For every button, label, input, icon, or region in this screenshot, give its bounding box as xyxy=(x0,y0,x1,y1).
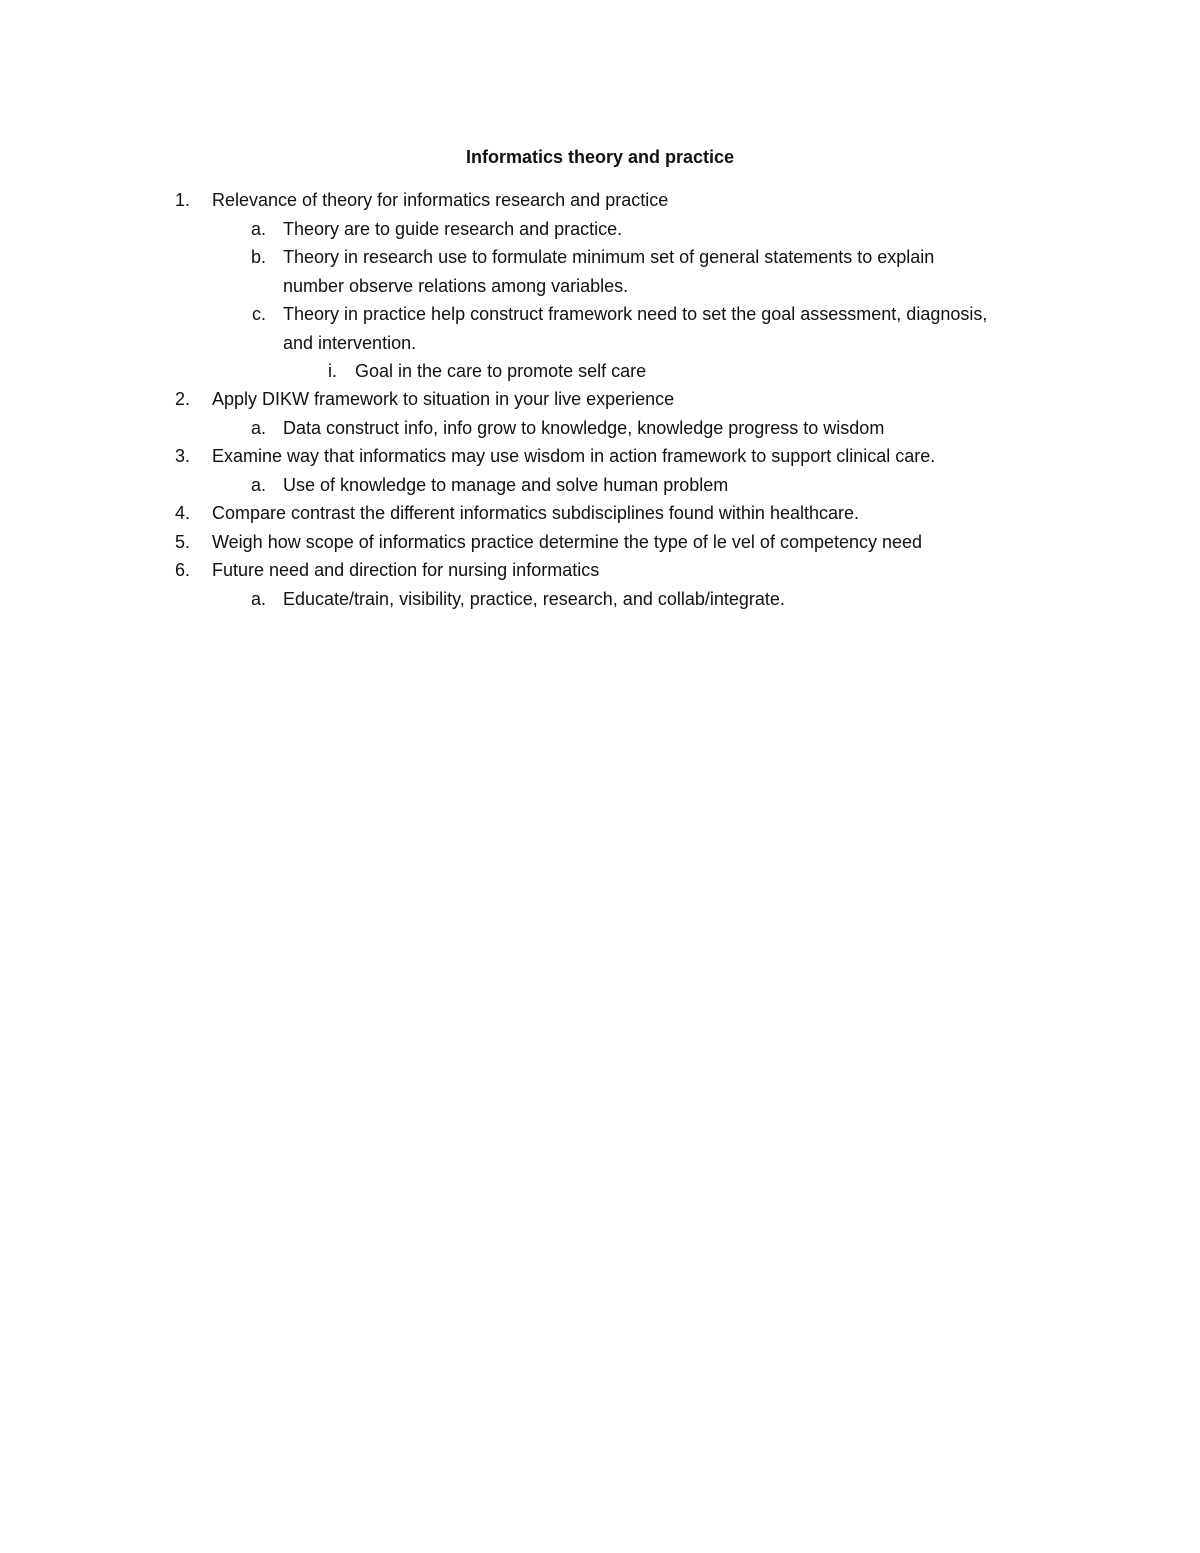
list-marker: 3. xyxy=(174,446,190,466)
list-item-text: Future need and direction for nursing informatics xyxy=(212,560,600,580)
list-marker: 1. xyxy=(174,190,190,210)
document-title: Informatics theory and practice xyxy=(465,147,735,167)
list-item-text: Apply DIKW framework to situation in your live experience xyxy=(212,389,675,409)
list-marker: 5. xyxy=(174,532,190,552)
list-item-text: Goal in the care to promote self care xyxy=(355,361,647,381)
list-item-text: Examine way that informatics may use wisdom in action framework to support clinical care. xyxy=(212,446,936,466)
list-marker: a. xyxy=(250,219,266,239)
list-item-text: Relevance of theory for informatics research and practice xyxy=(212,190,669,210)
list-marker: a. xyxy=(250,475,266,495)
list-item-text: Theory are to guide research and practice. xyxy=(283,219,623,239)
list-marker: a. xyxy=(250,589,266,609)
list-marker: 6. xyxy=(174,560,190,580)
list-item-text: Use of knowledge to manage and solve human problem xyxy=(283,475,729,495)
list-item-text: Weigh how scope of informatics practice determine the type of le vel of competency need xyxy=(212,532,923,552)
list-item-text: Educate/train, visibility, practice, research, and collab/integrate. xyxy=(283,589,785,609)
list-marker: b. xyxy=(250,247,266,267)
list-marker: i. xyxy=(328,361,337,381)
list-item-text: Compare contrast the different informatics subdisciplines found within healthcare. xyxy=(212,503,860,523)
list-marker: 2. xyxy=(174,389,190,409)
list-item-text-continuation: number observe relations among variables. xyxy=(283,276,629,296)
list-marker: c. xyxy=(251,304,266,324)
list-marker: a. xyxy=(250,418,266,438)
list-item-text: Theory in research use to formulate minimum set of general statements to explain xyxy=(283,247,935,267)
list-item-text: Theory in practice help construct framework need to set the goal assessment, diagnosis, xyxy=(283,304,988,324)
list-marker: 4. xyxy=(174,503,190,523)
list-item-text: Data construct info, info grow to knowledge, knowledge progress to wisdom xyxy=(283,418,885,438)
list-item-text-continuation: and intervention. xyxy=(283,333,417,353)
